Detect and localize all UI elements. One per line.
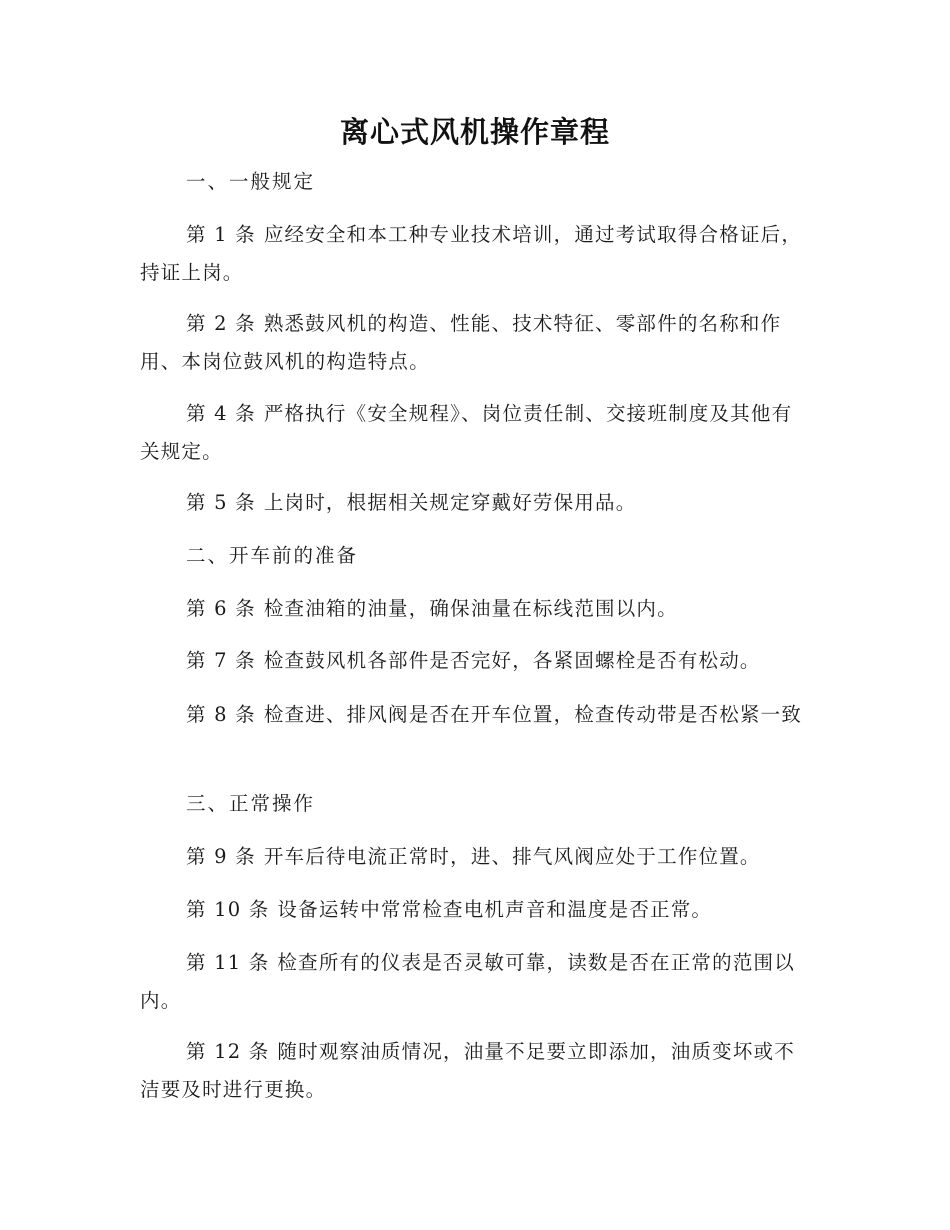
article-number: 第 2 条	[186, 312, 256, 335]
article-text: 开车后待电流正常时，进、排气风阀应处于工作位置。	[263, 845, 761, 868]
section-heading-normal-operation	[140, 785, 805, 823]
article-text: 检查进、排风阀是否在开车位置，检查传动带是否松紧一致	[263, 703, 803, 726]
article-1	[140, 216, 805, 292]
article-text: 上岗时，根据相关规定穿戴好劳保用品。	[263, 491, 637, 514]
article-text: 检查鼓风机各部件是否完好，各紧固螺栓是否有松动。	[263, 649, 761, 672]
article-7	[140, 642, 805, 680]
article-2	[140, 305, 805, 381]
article-9	[140, 838, 805, 876]
article-text: 熟悉鼓风机的构造、性能、技术特征、零部件的名称和作用、本岗位鼓风机的构造特点。	[140, 312, 782, 373]
article-number: 第 9 条	[186, 845, 256, 868]
section-heading-text: 三、正常操作	[186, 792, 316, 815]
document-title: 离心式风机操作章程	[339, 115, 610, 149]
article-4	[140, 395, 805, 471]
section-heading-text: 一、一般规定	[186, 170, 316, 193]
article-text: 设备运转中常常检查电机声音和温度是否正常。	[277, 898, 713, 921]
article-text: 随时观察油质情况，油量不足要立即添加，油质变坏或不洁要及时进行更换。	[140, 1040, 795, 1101]
article-5	[140, 484, 805, 522]
section-heading-text: 二、开车前的准备	[186, 544, 359, 567]
article-text: 检查所有的仪表是否灵敏可靠，读数是否在正常的范围以内。	[140, 951, 795, 1012]
article-text: 应经安全和本工种专业技术培训，通过考试取得合格证后，持证上岗。	[140, 223, 803, 284]
article-number: 第 1 条	[186, 223, 256, 246]
article-number: 第 4 条	[186, 402, 256, 425]
article-number: 第 8 条	[186, 703, 256, 726]
article-number: 第 6 条	[186, 597, 256, 620]
article-6	[140, 590, 805, 628]
article-8	[140, 696, 805, 734]
article-number: 第 7 条	[186, 649, 256, 672]
section-heading-preparation	[140, 537, 805, 575]
article-11	[140, 944, 805, 1020]
article-number: 第 10 条	[186, 898, 270, 921]
article-number: 第 5 条	[186, 491, 256, 514]
article-text: 检查油箱的油量，确保油量在标线范围以内。	[263, 597, 678, 620]
article-number: 第 11 条	[186, 951, 270, 974]
article-number: 第 12 条	[186, 1040, 270, 1063]
article-10	[140, 891, 805, 929]
article-12	[140, 1033, 805, 1109]
section-heading-general	[140, 163, 805, 201]
article-text: 严格执行《安全规程》、岗位责任制、交接班制度及其他有关规定。	[140, 402, 793, 463]
